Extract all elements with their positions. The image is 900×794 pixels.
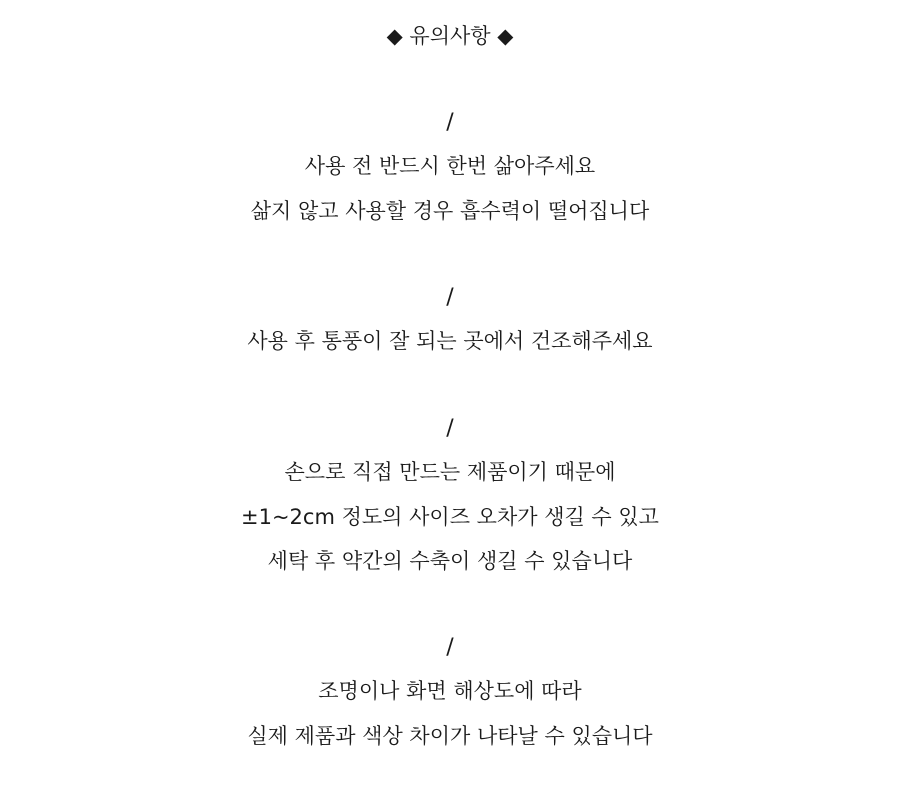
notice-line: 세탁 후 약간의 수축이 생길 수 있습니다 xyxy=(267,549,633,573)
notice-line: ±1~2cm 정도의 사이즈 오차가 생길 수 있고 xyxy=(241,505,659,529)
notice-line: 사용 전 반드시 한번 삶아주세요 xyxy=(304,154,596,178)
notice-line: 손으로 직접 만드는 제품이기 때문에 xyxy=(284,460,616,484)
notice-line: 사용 후 통풍이 잘 되는 곳에서 건조해주세요 xyxy=(247,329,653,353)
section-separator: / xyxy=(446,285,454,310)
notice-line: 실제 제품과 색상 차이가 나타날 수 있습니다 xyxy=(247,724,653,748)
section-separator: / xyxy=(446,635,454,660)
section-separator: / xyxy=(446,110,454,135)
notice-title: ◆ 유의사항 ◆ xyxy=(386,24,514,48)
notice-line: 조명이나 화면 해상도에 따라 xyxy=(318,679,582,703)
section-separator: / xyxy=(446,416,454,441)
notice-line: 삶지 않고 사용할 경우 흡수력이 떨어집니다 xyxy=(250,199,650,223)
